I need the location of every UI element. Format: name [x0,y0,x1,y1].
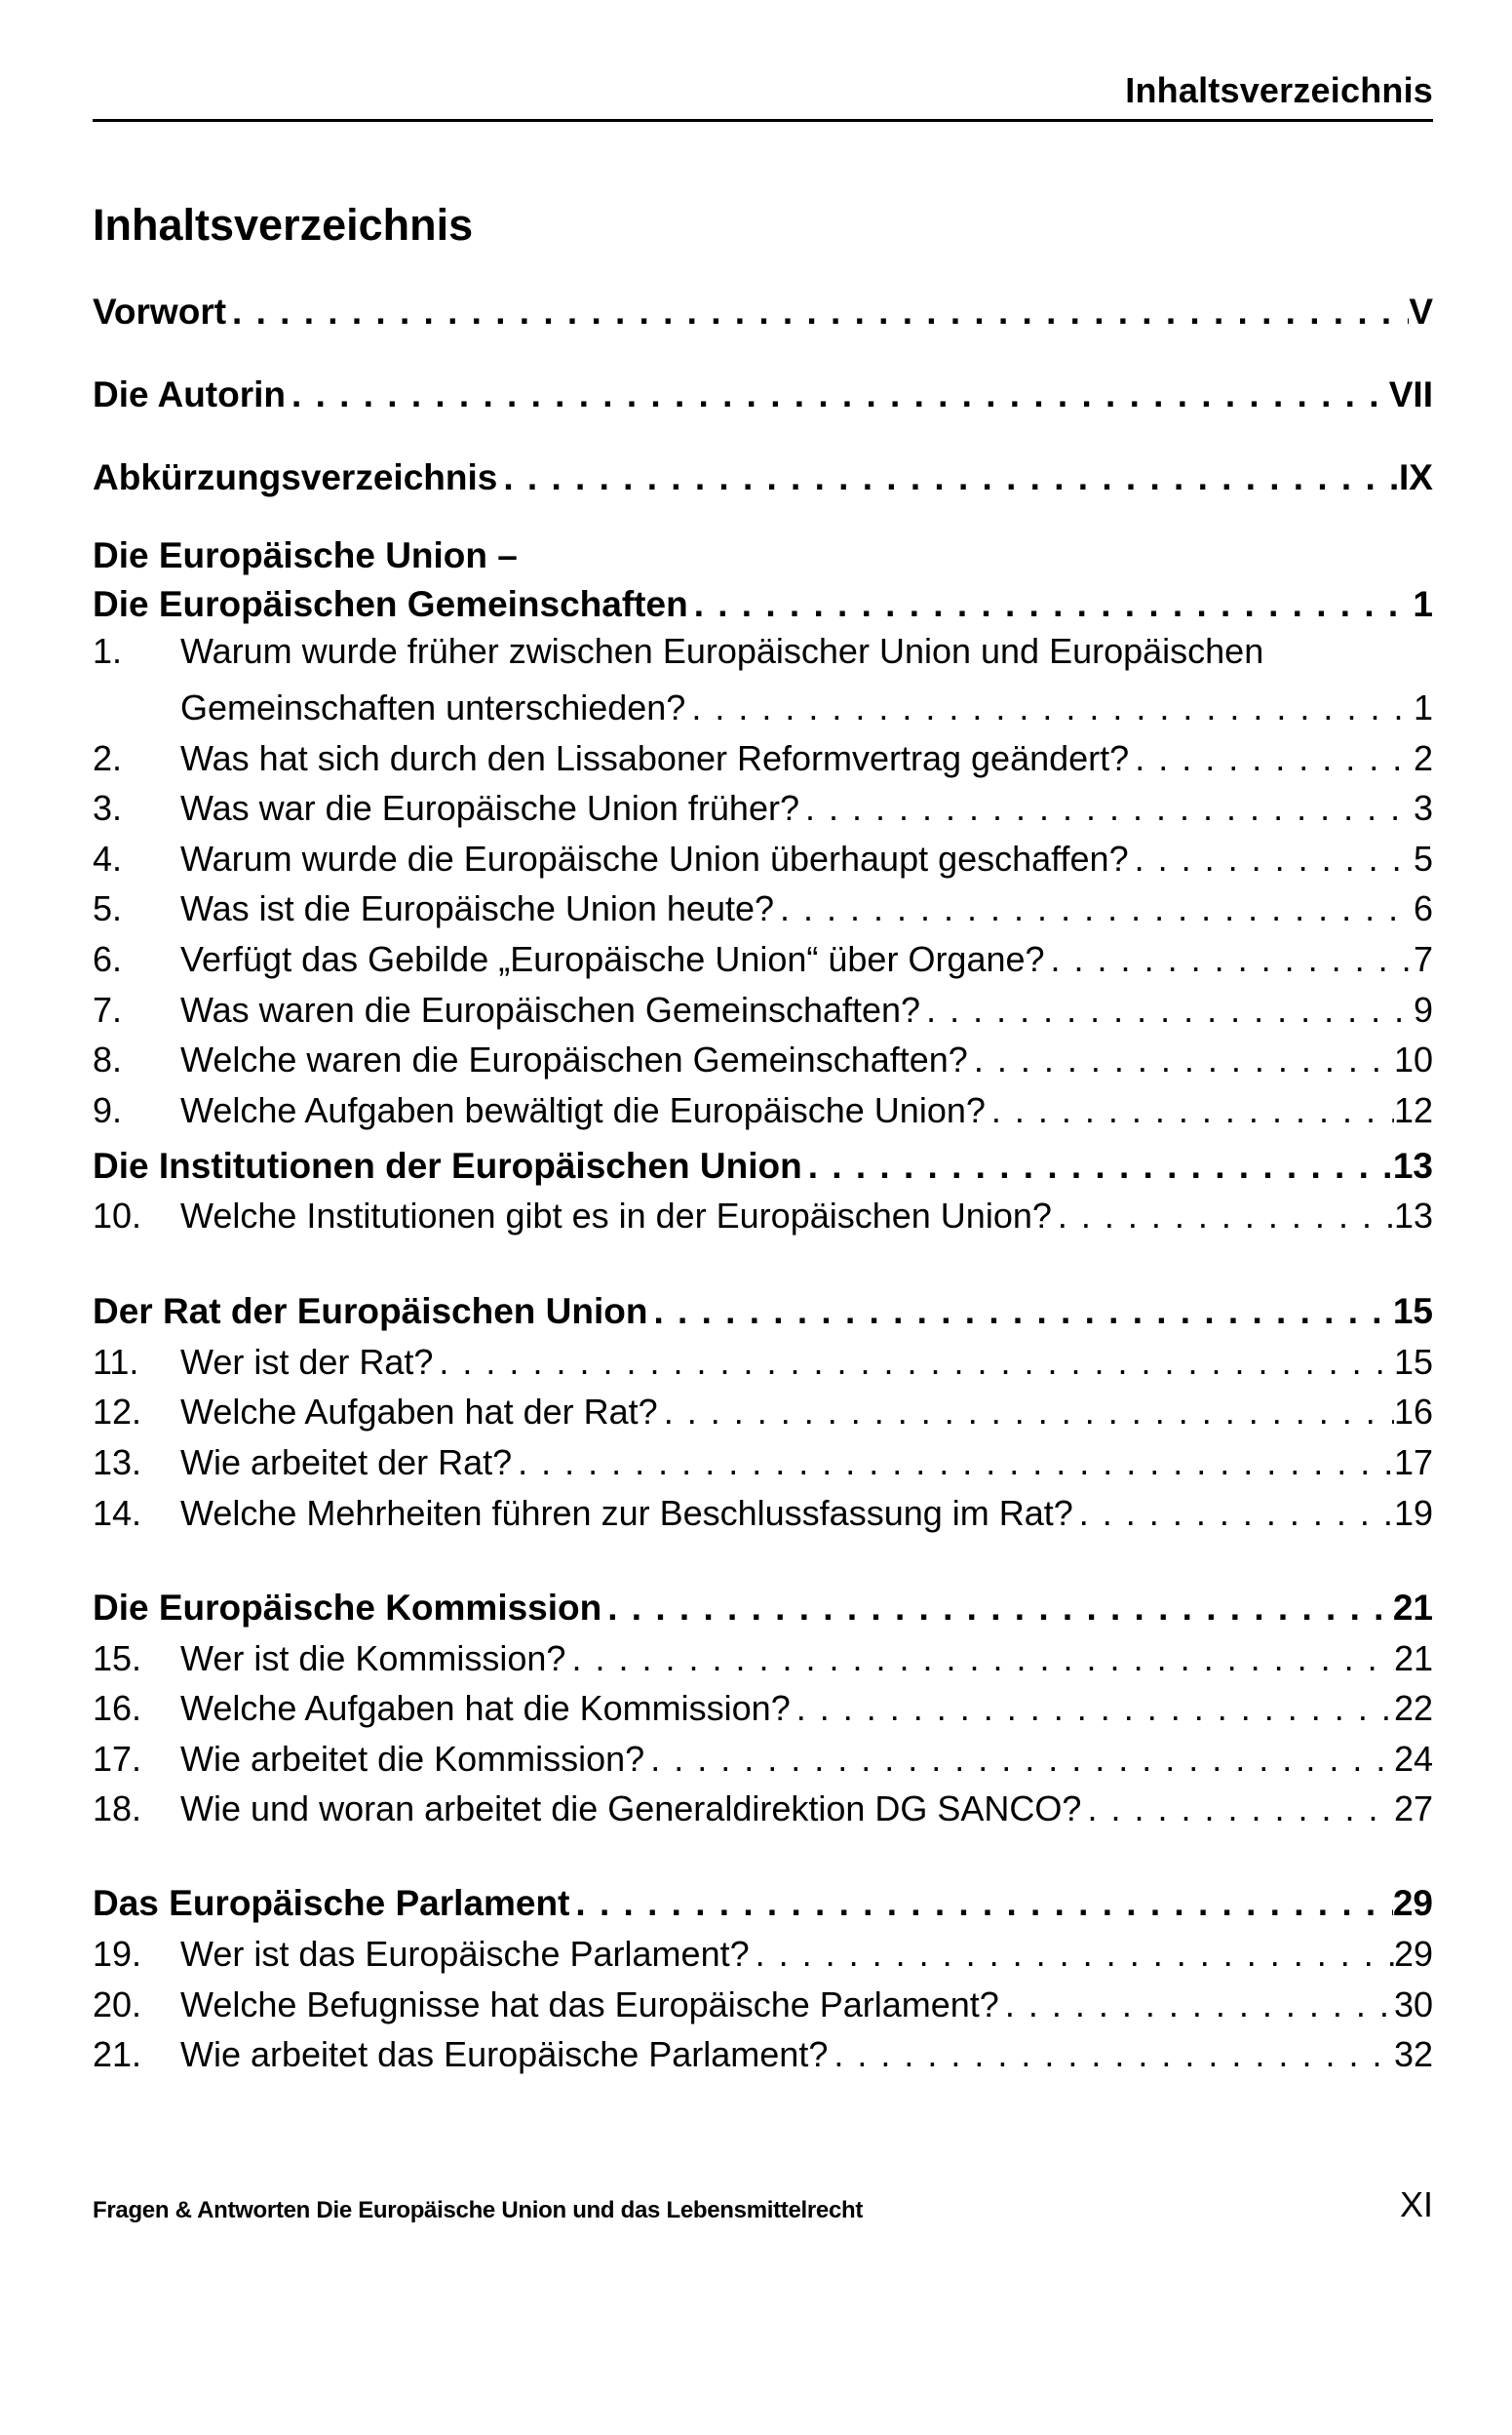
toc-entry-label: Was waren die Europäischen Gemeinschaften? [180,990,921,1030]
toc-page-number: 10 [1393,1040,1433,1080]
toc-page-number: 29 [1393,1934,1433,1974]
dot-leader [226,291,1409,334]
toc-entry-label: Das Europäische Parlament [93,1883,570,1923]
toc-item-number: 3. [93,788,123,828]
toc-item-number: 17. [93,1739,142,1779]
dot-leader [986,1089,1394,1132]
toc-entry-label: Was ist die Europäische Union heute? [180,888,775,928]
toc-question-entry [93,1033,1433,1081]
toc-entry-label: Wie arbeitet der Rat? [180,1442,513,1482]
toc-question-entry [93,1385,1433,1434]
toc-question-entry [93,1486,1433,1535]
toc-question-entry [93,1435,1433,1484]
toc-page-number: 13 [1392,1146,1433,1186]
toc-question-first-line [93,630,1433,673]
toc-page-number: 19 [1393,1493,1433,1533]
toc-question-entry [93,1681,1433,1730]
toc-question-entry [93,1782,1433,1830]
toc-page-number: 7 [1413,939,1433,979]
toc-entry-label: Welche Aufgaben bewältigt die Europäische Union? [180,1090,986,1130]
toc-page-number: 3 [1413,788,1433,828]
toc-page-number: 13 [1393,1196,1433,1236]
dot-leader [644,1738,1394,1781]
toc-question-entry [93,2027,1433,2076]
dot-leader [968,1039,1394,1081]
toc-entry-label: Wie arbeitet die Kommission? [180,1739,645,1779]
dot-leader [565,1637,1393,1680]
dot-leader [1045,938,1414,981]
toc-section-heading [93,1876,1433,1925]
toc-entry-label: Was hat sich durch den Lissaboner Reformvertrag geändert? [180,738,1130,778]
toc-page-number: IX [1399,457,1433,497]
toc-item-number: 10. [93,1196,142,1236]
footer-book-title: Fragen & Antworten Die Europäische Union und das Lebensmittelrecht [93,2197,864,2223]
running-head: Inhaltsverzeichnis [1125,70,1433,110]
toc-item-number: 1. [93,631,123,671]
dot-leader [1073,1492,1394,1535]
toc-page-number: 21 [1393,1638,1433,1678]
toc-question-entry [93,681,1433,729]
toc-item-number: 8. [93,1040,123,1080]
toc-entry-label: Wer ist das Europäische Parlament? [180,1934,750,1974]
toc-page-number: 24 [1393,1739,1433,1779]
toc-entry-label: Welche Aufgaben hat die Kommission? [180,1688,791,1728]
toc-front-entry [93,368,1433,416]
toc-entry-label: Verfügt das Gebilde „Europäische Union“ über Organe? [180,939,1045,979]
toc-entry-label: Welche Institutionen gibt es in der Europäischen Union? [180,1196,1052,1236]
dot-leader [497,456,1399,499]
dot-leader [999,1983,1394,2026]
toc-item-number: 18. [93,1788,142,1828]
toc-question-entry [93,1978,1433,2026]
toc-page-number: 17 [1393,1442,1433,1482]
dot-leader [1081,1787,1394,1830]
toc-entry-label: Welche Befugnisse hat das Europäische Parlament? [180,1984,999,2024]
toc-question-entry [93,983,1433,1032]
dot-leader [791,1687,1394,1730]
toc-question-entry [93,731,1433,780]
dot-leader [799,787,1414,830]
toc-page-number: 2 [1413,738,1433,778]
dot-leader [569,1882,1392,1925]
toc-item-number: 5. [93,888,123,928]
toc-question-entry [93,882,1433,930]
toc-entry-label: Welche Mehrheiten führen zur Beschlussfassung im Rat? [180,1493,1073,1533]
dot-leader [1052,1195,1394,1237]
toc-entry-label: Gemeinschaften unterschieden? [180,687,686,727]
toc-section-heading [93,577,1433,626]
toc-page-number: 12 [1393,1090,1433,1130]
toc-question-entry [93,781,1433,830]
toc-item-number: 19. [93,1934,142,1974]
toc-page-number: 21 [1392,1588,1433,1628]
toc-question-entry [93,1189,1433,1237]
toc-page-number: 29 [1392,1883,1433,1923]
dot-leader [286,373,1389,416]
toc-item-number: 11. [93,1342,139,1382]
toc-item-number: 12. [93,1392,142,1432]
toc-entry-label: Welche waren die Europäischen Gemeinschaften? [180,1040,968,1080]
toc-item-number: 13. [93,1442,142,1482]
toc-question-entry [93,932,1433,981]
dot-leader [685,687,1414,729]
toc-entry-label: Warum wurde früher zwischen Europäischer Union und Europäischen [180,631,1264,671]
toc-entry-label: Wer ist der Rat? [180,1342,434,1382]
toc-page-number: 9 [1413,990,1433,1030]
page-title: Inhaltsverzeichnis [93,200,474,250]
toc-item-number: 2. [93,738,123,778]
toc-page-number: 1 [1413,687,1433,727]
toc-item-number: 14. [93,1493,142,1533]
toc-section-heading [93,1581,1433,1630]
header-rule [93,119,1433,122]
toc-page-number: 27 [1393,1788,1433,1828]
toc-item-number: 15. [93,1638,142,1678]
toc-question-entry [93,1335,1433,1384]
dot-leader [512,1441,1394,1484]
toc-page-number: 15 [1393,1342,1433,1382]
toc-item-number: 9. [93,1090,123,1130]
toc-entry-label: Abkürzungsverzeichnis [93,457,498,497]
toc-entry-label: Vorwort [93,292,227,332]
dot-leader [802,1145,1393,1188]
dot-leader [828,2033,1394,2076]
dot-leader [1129,838,1414,881]
dot-leader [774,887,1414,930]
toc-entry-label: Die Europäischen Gemeinschaften [93,584,688,624]
dot-leader [601,1587,1393,1630]
toc-page-number: 5 [1413,839,1433,879]
toc-item-number: 7. [93,990,123,1030]
toc-question-entry [93,1631,1433,1680]
toc-item-number: 4. [93,839,123,879]
toc-entry-label: Die Institutionen der Europäischen Union [93,1146,802,1186]
toc-entry-label: Warum wurde die Europäische Union überhaupt geschaffen? [180,839,1129,879]
toc-question-entry [93,832,1433,881]
toc-question-entry [93,1083,1433,1132]
dot-leader [1129,737,1414,780]
dot-leader [920,989,1414,1032]
toc-page-number: 30 [1393,1984,1433,2024]
toc-entry-label: Wie und woran arbeitet die Generaldirektion DG SANCO? [180,1788,1082,1828]
toc-question-entry [93,1927,1433,1976]
dot-leader [750,1933,1394,1976]
dot-leader [433,1341,1394,1384]
toc-section-heading [93,1139,1433,1188]
toc-page-number: 16 [1393,1392,1433,1432]
toc-entry-label: Der Rat der Europäischen Union [93,1291,648,1331]
dot-leader [688,583,1414,626]
toc-page-number: 22 [1393,1688,1433,1728]
toc-item-number: 20. [93,1984,142,2024]
toc-page-number: V [1409,292,1433,332]
toc-entry-label: Wie arbeitet das Europäische Parlament? [180,2034,829,2074]
toc-page-number: 6 [1413,888,1433,928]
toc-entry-label: Die Europäische Kommission [93,1588,602,1628]
toc-section-heading [93,1284,1433,1333]
toc-section-heading-line: Die Europäische Union – [93,535,518,575]
toc-entry-label: Welche Aufgaben hat der Rat? [180,1392,658,1432]
toc-item-number: 16. [93,1688,142,1728]
toc-page-number: 1 [1413,584,1433,624]
toc-question-entry [93,1732,1433,1781]
toc-item-number: 6. [93,939,123,979]
toc-entry-label: Wer ist die Kommission? [180,1638,566,1678]
dot-leader [648,1290,1393,1333]
toc-entry-label: Was war die Europäische Union früher? [180,788,799,828]
toc-front-entry [93,285,1433,334]
toc-page-number: VII [1388,374,1433,414]
dot-leader [658,1391,1394,1434]
footer-page-number: XI [1399,2184,1433,2224]
toc-page-number: 32 [1393,2034,1433,2074]
toc-entry-label: Die Autorin [93,374,287,414]
toc-front-entry [93,451,1433,499]
toc-page-number: 15 [1392,1291,1433,1331]
toc-item-number: 21. [93,2034,142,2074]
